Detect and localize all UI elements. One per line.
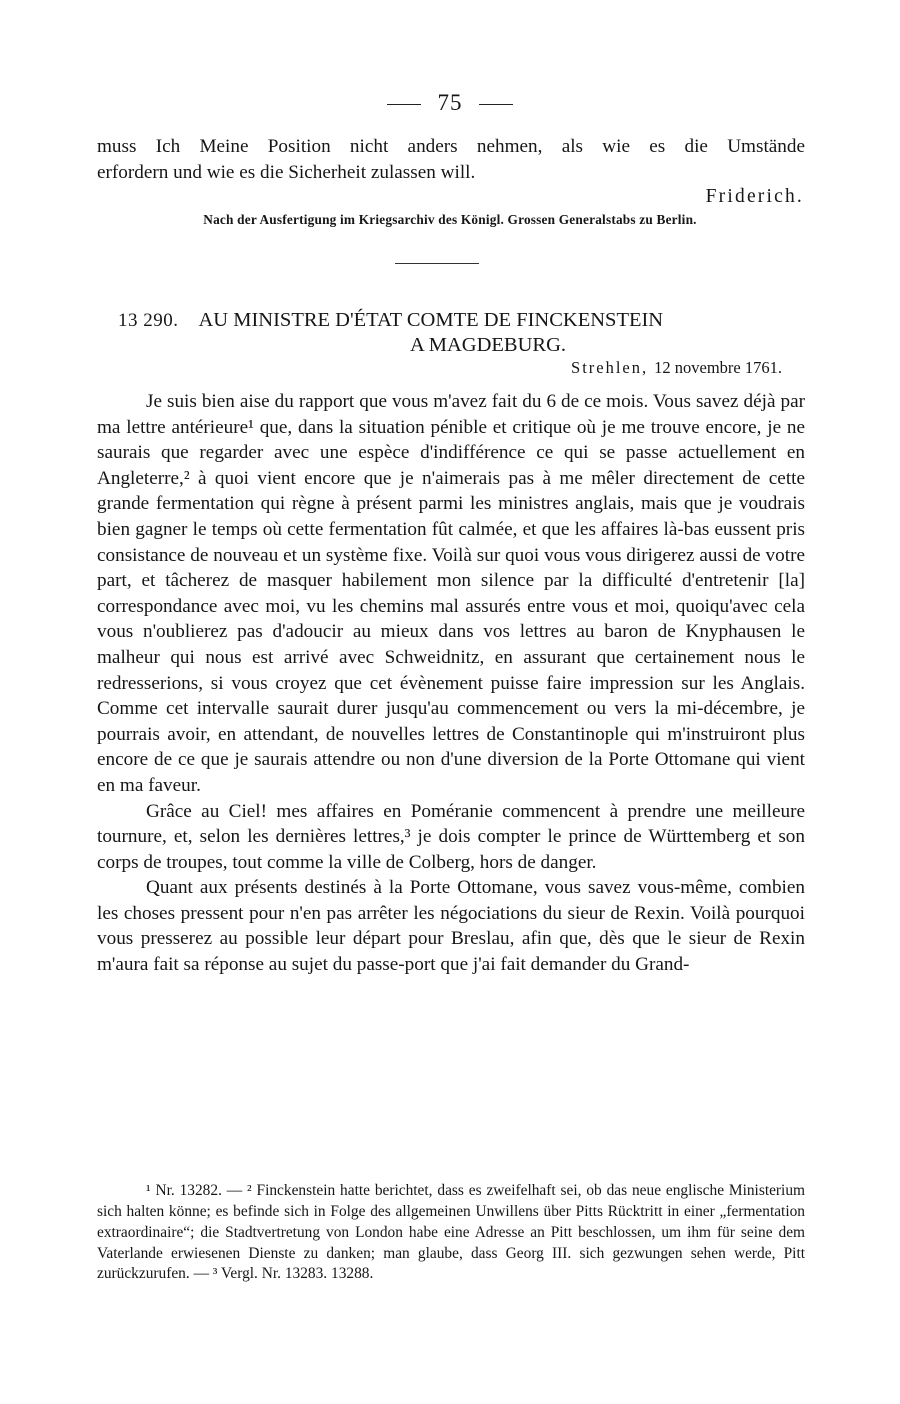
signature: Friderich.: [705, 186, 804, 207]
letter-title-line-2: A MAGDEBURG.: [409, 334, 567, 356]
footnote-text: ¹ Nr. 13282. — ² Finckenstein hatte berichtet, dass es zweifelhaft sei, ob das neue englische Ministerium sich halten könne; es befinde sich in Folge des allgemeinen Unwillens über Pitts Rücktritt in einer „fermentation extraordinaire“; die Stadtvertretung von London habe eine Adresse an Pitt beschlossen, um ihm für seine dem Vaterlande erwiesenen Dienste zu danken; man glaube, dass Georg III. sich gezwungen sehen werde, Pitt zurückzurufen. — ³ Vergl. Nr. 13283. 13288.: [97, 1182, 805, 1283]
footnotes: [97, 1166, 805, 1300]
paragraph-1: Je suis bien aise du rapport que vous m'avez fait du 6 de ce mois. Vous savez déjà par ma lettre antérieure¹ que, dans la situation pénible et critique où je me trouve encore, je ne saurais que regarder avec une espèce d'indifférence ce qui se passe actuellement en Angleterre,² à quoi vient encore que je n'aimerais pas à me mêler directement de cette grande fermentation qui règne à présent parmi les ministres anglais, mais que je voudrais bien gagner le temps où cette fermentation fût calmée, et que les affaires là-bas eussent pris consistance de nouveau et un système fixe. Voilà sur quoi vous vous dirigerez aussi de votre part, et tâcherez de masquer habilement mon silence par la difficulté d'entretenir [la] correspondance avec moi, vu les chemins mal assurés entre vous et moi, quoiqu'avec cela vous n'oublierez pas d'adoucir au mieux dans vos lettres au baron de Knyphausen le malheur qui nous est arrivé avec Schweidnitz, en assurant que certainement nous le redresserions, si vous croyez que cet évènement puisse faire impression sur les Anglais. Comme cet intervalle saurait durer jusqu'au commencement ou vers la mi-décembre, je pourrais avoir, en attendant, de nouvelles lettres de Constantinople qui m'instruiront plus encore de ce que je saurais attendre ou non d'une diversion de la Porte Ottomane qui vient en ma faveur.: [97, 391, 805, 796]
dateline-place: Strehlen,: [571, 358, 649, 377]
header-dash-left: [387, 104, 421, 105]
source-note: Nach der Ausfertigung im Kriegsarchiv des Königl. Grossen Generalstabs zu Berlin.: [203, 212, 697, 227]
paragraph-3: Quant aux présents destinés à la Porte Ottomane, vous savez vous-même, combien les choses pressent pour n'en pas arrêter les négociations du sieur de Rexin. Voilà pourquoi vous presserez au possible leur départ pour Breslau, afin que, dès que le sieur de Rexin m'aura fait sa réponse au sujet du passe-port que j'ai fait demander du Grand-: [97, 877, 805, 976]
header-dash-right: [479, 104, 513, 105]
intro-line-1: muss Ich Meine Position nicht anders nehmen, als wie es die Umstände: [97, 136, 805, 157]
page-number: 75: [437, 90, 463, 115]
paragraph-2: Grâce au Ciel! mes affaires en Poméranie commencent à prendre une meilleure tournure, et, selon les dernières lettres,³ je dois compter le prince de Württemberg et son corps de troupes, tout comme la ville de Colberg, hors de danger.: [97, 800, 805, 873]
page-header: [0, 90, 900, 116]
dateline: [571, 358, 782, 378]
section-divider: [395, 263, 479, 264]
dateline-date: 12 novembre 1761.: [654, 358, 782, 377]
letter-body: [97, 389, 805, 978]
intro-text: [97, 134, 805, 185]
letter-number: 13 290.: [118, 310, 179, 331]
letter-title-line-1: AU MINISTRE D'ÉTAT COMTE DE FINCKENSTEIN: [198, 309, 664, 331]
intro-line-2: erfordern und wie es die Sicherheit zulassen will.: [97, 161, 476, 183]
letter-heading: [118, 308, 798, 357]
